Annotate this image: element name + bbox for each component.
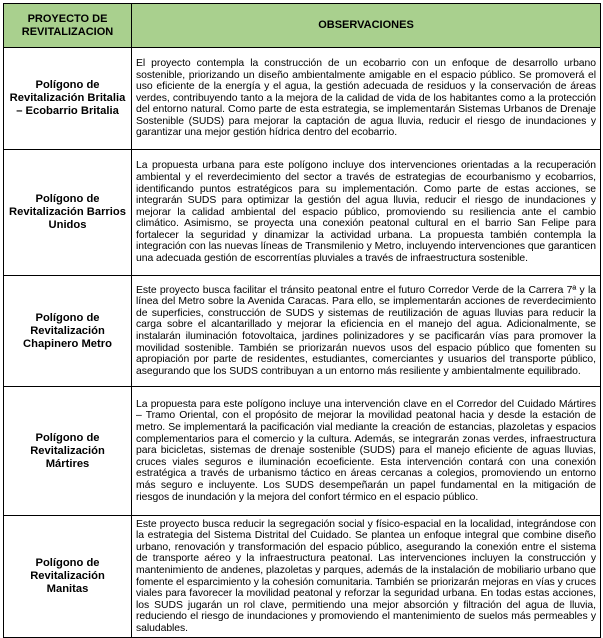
project-name: Polígono de Revitalización Britalia – Ecobarrio Britalia [4,48,132,150]
project-observation: La propuesta urbana para este polígono incluye dos intervenciones orientadas a la recuperación ambiental y el reverdecimiento del sector a través de estrategias de ecourbanismo y ecobarrios, identificando puntos estratégicos para su implementación. Como parte de estas acciones, se integrarán SUDS para optimizar la gestión del agua lluvia, reducir el riesgo de inundaciones y mejorar la calidad ambiental del espacio público, promoviendo su resiliencia ante el cambio climático. Asimismo, se proyecta una conexión peatonal cultural en el barrio San Felipe para fortalecer la seguridad y dinamizar la actividad urbana. La propuesta también contempla la integración con las nuevas líneas de Transmilenio y Metro, incluyendo intervenciones que garanticen una adecuada gestión de escorrentías pluviales a través de infraestructura sostenible. [132,150,601,276]
table-row [4,387,601,516]
header-observations: OBSERVACIONES [132,4,601,48]
table-row [4,276,601,387]
table-row [4,516,601,638]
project-name: Polígono de Revitalización Mártires [4,387,132,516]
project-name: Polígono de Revitalización Barrios Unidos [4,150,132,276]
project-observation: Este proyecto busca reducir la segregación social y físico-espacial en la localidad, integrándose con la estrategia del Sistema Distrital del Cuidado. Se plantea un enfoque integral que combine diseño urbano, renovación y transformación del espacio público, asegurando la conexión entre el sistema de transporte aéreo y la infraestructura peatonal. Las intervenciones incluyen la construcción y mantenimiento de andenes, plazoletas y parques, además de la instalación de mobiliario urbano que fomente el esparcimiento y la cohesión comunitaria. También se priorizarán mejoras en vías y cruces viales para favorecer la movilidad peatonal y reforzar la seguridad urbana. En todas estas acciones, los SUDS jugarán un rol clave, permitiendo una mejor absorción y filtración del agua de lluvia, reduciendo el riesgo de inundaciones y promoviendo el mantenimiento de suelos más permeables y saludables. [132,516,601,638]
table-row [4,48,601,150]
project-name: Polígono de Revitalización Chapinero Metro [4,276,132,387]
revitalization-projects-table [3,3,601,638]
project-observation: El proyecto contempla la construcción de un ecobarrio con un enfoque de desarrollo urbano sostenible, priorizando un diseño ambientalmente amigable en el espacio público. Se promoverá el uso eficiente de la energía y el agua, la gestión adecuada de residuos y la conservación de áreas verdes, contribuyendo tanto a la mejora de la calidad de vida de los habitantes como a la protección del entorno natural. Como parte de esta estrategia, se implementarán Sistemas Urbanos de Drenaje Sostenible (SUDS) para mejorar la captación de agua lluvia, reducir el riesgo de inundaciones y garantizar una mejor gestión hídrica dentro del ecobarrio. [132,48,601,150]
table-header-row [4,4,601,48]
project-observation: Este proyecto busca facilitar el tránsito peatonal entre el futuro Corredor Verde de la Carrera 7ª y la línea del Metro sobre la Avenida Caracas. Para ello, se implementarán acciones de reverdecimiento de superficies, construcción de SUDS y sistemas de reutilización de aguas lluvias para reducir la carga sobre el alcantarillado y mejorar la eficiencia en el manejo del agua. Adicionalmente, se instalarán iluminación fotovoltaica, jardines polinizadores y se pacificarán vías para promover la movilidad sostenible. También se priorizarán nuevos usos del espacio público que fomenten su apropiación por parte de residentes, estudiantes, comerciantes y usuarios del transporte público, asegurando que los SUDS contribuyan a un entorno más resiliente y ambientalmente equilibrado. [132,276,601,387]
project-name: Polígono de Revitalización Manitas [4,516,132,638]
header-project: PROYECTO DE REVITALIZACION [4,4,132,48]
table-row [4,150,601,276]
project-observation: La propuesta para este polígono incluye una intervención clave en el Corredor del Cuidado Mártires – Tramo Oriental, con el propósito de mejorar la movilidad peatonal hacia y desde la estación de metro. Se implementará la pacificación vial mediante la creación de estancias, plazoletas y espacios complementarios para el comercio y la cultura. Además, se integrarán zonas verdes, infraestructura para bicicletas, sistemas de drenaje sostenible (SUDS) para el manejo eficiente de aguas lluvias, cruces viales seguros e iluminación ecoeficiente. Esta intervención contará con una conexión estratégica a través de urbanismo táctico en áreas cercanas a colegios, promoviendo un entorno más seguro e incluyente. Los SUDS desempeñarán un papel fundamental en la mitigación de riesgos de inundación y la mejora del confort térmico en el espacio público. [132,387,601,516]
